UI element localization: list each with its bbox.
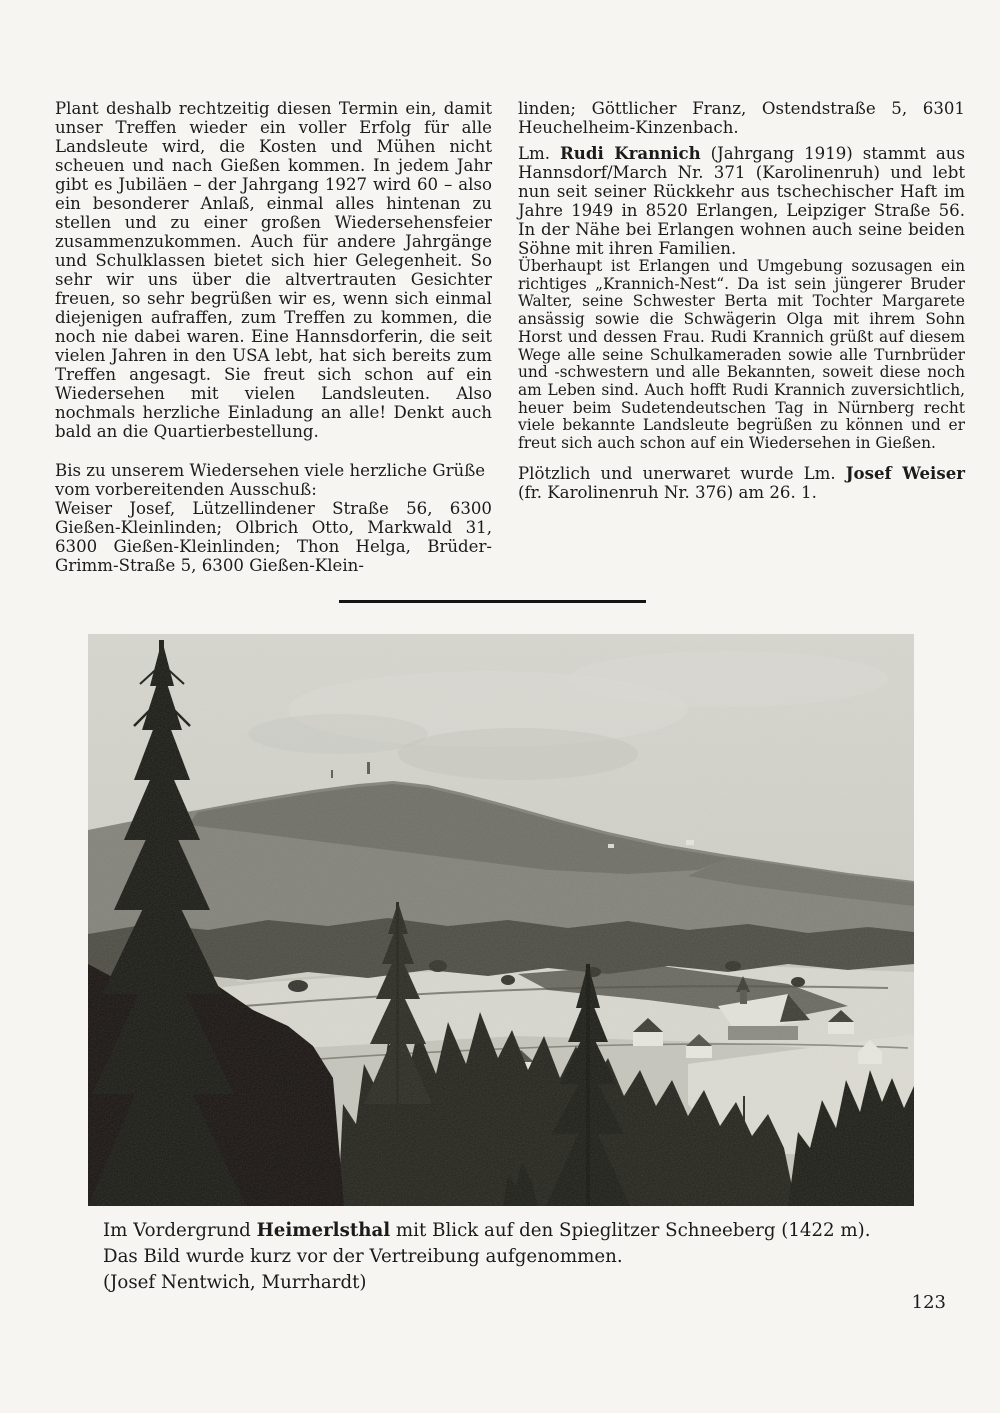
text-segment: (fr. Karolinenruh Nr. 376) am 26. 1.	[518, 482, 817, 502]
name-josef-weiser: Josef Weiser	[845, 462, 965, 483]
photo-caption	[103, 1218, 915, 1296]
page-number: 123	[911, 1292, 946, 1313]
text-segment: Lm.	[518, 144, 560, 163]
landscape-photo	[88, 634, 914, 1206]
caption-place-name: Heimerlsthal	[256, 1220, 391, 1241]
text-segment: Plötzlich und unerwaret wurde Lm.	[518, 463, 846, 483]
caption-line-2: Das Bild wurde kurz vor der Vertreibung aufgenommen.	[103, 1246, 623, 1267]
text-segment: mit Blick auf den Spieglitzer Schneeberg (1422 m).	[390, 1220, 871, 1241]
text-segment: (Jahrgang 1919) stammt aus Hannsdorf/March Nr. 371 (Karolinenruh) und lebt nun seit seiner Rückkehr aus tschechischer Haft im Jahre 1949 in 8520 Erlangen, Leipziger Straße 56. In der Nähe bei Erlangen wohnen auch seine beiden Söhne mit ihren Familien.	[518, 144, 965, 258]
caption-line-1	[103, 1218, 915, 1244]
landscape-photo-svg	[88, 634, 914, 1206]
paragraph-adressen-fortsetzung: linden; Göttlicher Franz, Ostendstraße 5, 6301 Heuchelheim-Kinzenbach.	[518, 99, 965, 137]
name-rudi-krannich: Rudi Krannich	[559, 143, 701, 163]
paragraph-josef-weiser	[518, 464, 965, 502]
caption-line-3: (Josef Nentwich, Murrhardt)	[103, 1272, 367, 1293]
paragraph-gruesse-intro: Bis zu unserem Wiedersehen viele herzliche Grüße vom vorbereitenden Ausschuß:	[55, 461, 486, 499]
section-divider-rule	[339, 600, 646, 603]
text-segment: Im Vordergrund	[103, 1220, 257, 1241]
left-text-column	[55, 99, 492, 575]
right-text-column	[518, 99, 965, 502]
paragraph-krannich-nest: Überhaupt ist Erlangen und Umgebung sozusagen ein richtiges „Krannich-Nest“. Da ist sein jüngerer Bruder Walter, seine Schwester Berta mit Tochter Margarete ansässig sowie die Schwägerin Olga mit ihrem Sohn Horst und dessen Frau. Rudi Krannich grüßt auf diesem Wege alle seine Schulkameraden sowie alle Turnbrüder und -schwestern und alle Bekannten, soweit diese noch am Leben sind. Auch hofft Rudi Krannich zuversichtlich, heuer beim Sudetendeutschen Tag in Nürnberg recht viele bekannte Landsleute begrüßen zu können und er freut sich auch schon auf ein Wiedersehen in Gießen.	[518, 257, 965, 453]
paragraph-rudi-krannich	[518, 144, 965, 258]
grain-overlay	[88, 634, 914, 1206]
paragraph-treffen: Plant deshalb rechtzeitig diesen Termin ein, damit unser Treffen wieder ein voller Erfolg für alle Landsleute wird, die Kosten und Mühen nicht scheuen und nach Gießen kommen. In jedem Jahr gibt es Jubiläen – der Jahrgang 1927 wird 60 – also ein besonderer Anlaß, einmal alles hintenan zu stellen und zu einer großen Wiedersehensfeier zusammenzukommen. Auch für andere Jahrgänge und Schulklassen bietet sich hier Gelegenheit. So sehr wir uns über die altvertrauten Gesichter freuen, so sehr begrüßen wir es, wenn sich einmal diejenigen aufraffen, zum Treffen zu kommen, die noch nie dabei waren. Eine Hannsdorferin, die seit vielen Jahren in den USA lebt, hat sich bereits zum Treffen angesagt. Sie freut sich schon auf ein Wiedersehen mit vielen Landsleuten. Also nochmals herzliche Einladung an alle! Denkt auch bald an die Quartierbestellung.	[55, 99, 492, 441]
paragraph-adressen: Weiser Josef, Lützellindener Straße 56, 6300 Gießen-Kleinlinden; Olbrich Otto, Markwald 31, 6300 Gießen-Kleinlinden; Thon Helga, Brüder-Grimm-Straße 5, 6300 Gießen-Klein-	[55, 499, 492, 575]
